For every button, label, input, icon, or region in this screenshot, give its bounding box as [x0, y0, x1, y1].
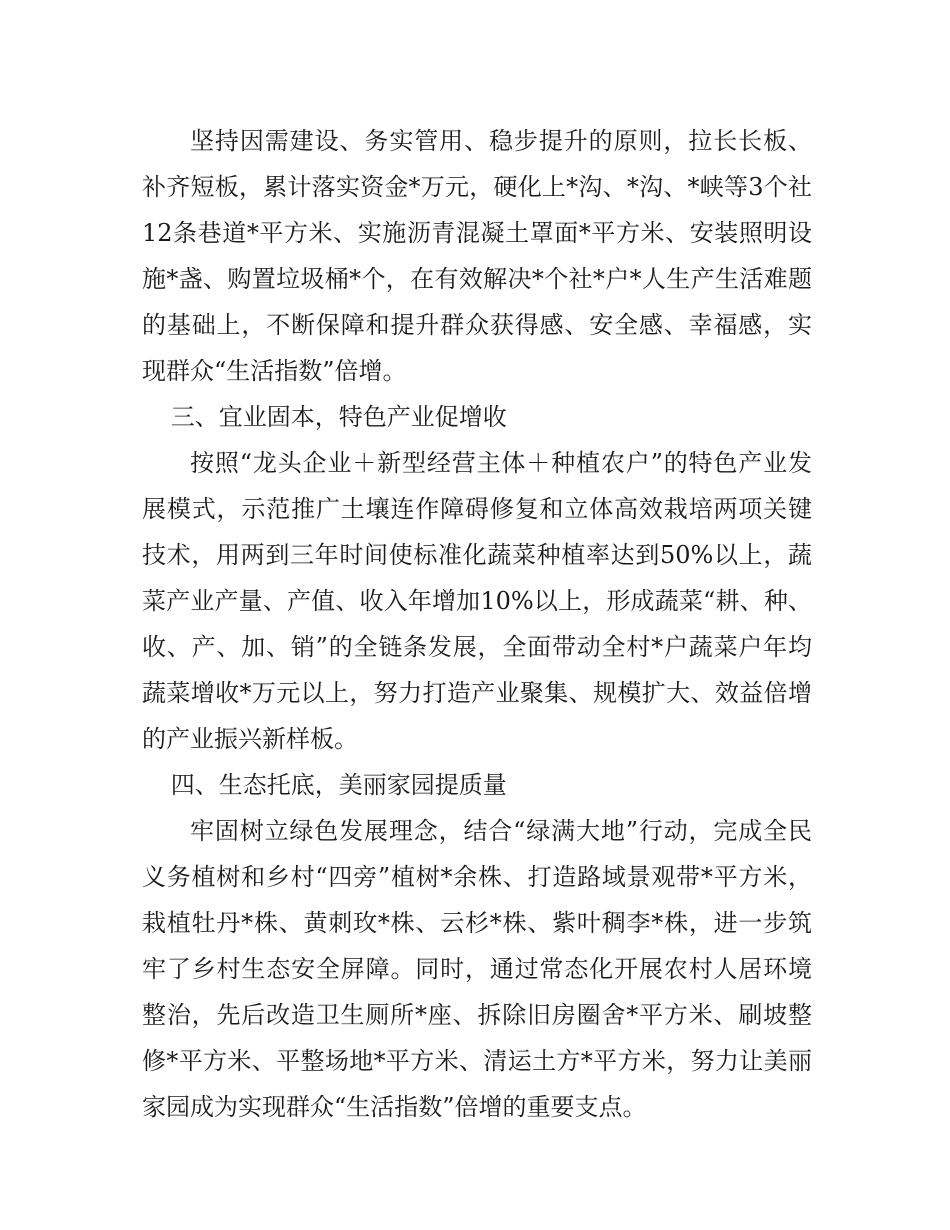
paragraph-infrastructure: 坚持因需建设、务实管用、稳步提升的原则，拉长长板、补齐短板，累计落实资金*万元，硬化上*沟、*沟、*峡等3个社12条巷道*平方米、实施沥青混凝土罩面*平方米、安装照明设施*盏、购置垃圾桶*个，在有效解决*个社*户*人生产生活难题的基础上，不断保障和提升群众获得感、安全感、幸福感，实现群众“生活指数”倍增。: [142, 127, 812, 385]
section-heading-ecology: 四、生态托底，美丽家园提质量: [170, 771, 507, 799]
paragraph-ecology: 牢固树立绿色发展理念，结合“绿满大地”行动，完成全民义务植树和乡村“四旁”植树*余株、打造路域景观带*平方米，栽植牡丹*株、黄刺玫*株、云杉*株、紫叶稠李*株，进一步筑牢了乡村生态安全屏障。同时，通过常态化开展农村人居环境整治，先后改造卫生厕所*座、拆除旧房圈舍*平方米、刷坡整修*平方米、平整场地*平方米、清运土方*平方米，努力让美丽家园成为实现群众“生活指数”倍增的重要支点。: [142, 817, 812, 1121]
section-heading-industry: 三、宜业固本，特色产业促增收: [170, 403, 507, 431]
paragraph-industry: 按照“龙头企业＋新型经营主体＋种植农户”的特色产业发展模式，示范推广土壤连作障碍修复和立体高效栽培两项关键技术，用两到三年时间使标准化蔬菜种植率达到50%以上，蔬菜产业产量、产值、收入年增加10%以上，形成蔬菜“耕、种、收、产、加、销”的全链条发展，全面带动全村*户蔬菜户年均蔬菜增收*万元以上，努力打造产业聚集、规模扩大、效益倍增的产业振兴新样板。: [142, 449, 812, 753]
document-body: [142, 118, 812, 1130]
